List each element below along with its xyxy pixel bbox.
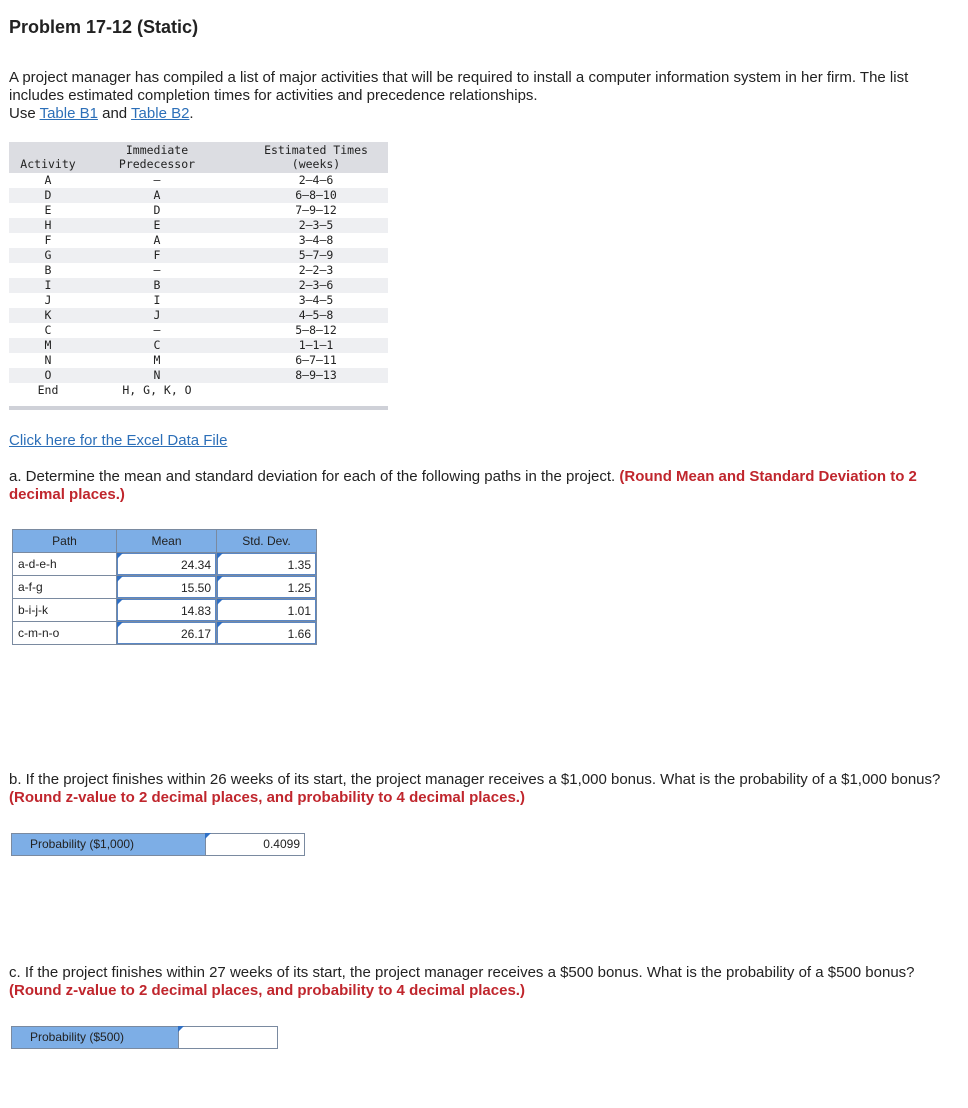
activity-cell: N — [44, 353, 52, 367]
path-row — [13, 599, 317, 622]
predecessor-cell: — — [153, 263, 161, 277]
probability-1000-label: Probability ($1,000) — [11, 833, 206, 856]
predecessor-cell: J — [153, 308, 161, 322]
activity-row — [9, 278, 388, 293]
activity-row — [9, 293, 388, 308]
period-text: . — [189, 105, 194, 122]
predecessor-cell: H, G, K, O — [122, 383, 192, 397]
activity-cell: F — [44, 233, 52, 247]
probability-500-label: Probability ($500) — [11, 1026, 179, 1049]
predecessor-cell: A — [153, 233, 161, 247]
part-a-question — [9, 468, 954, 504]
predecessor-cell: A — [153, 188, 161, 202]
table-b2-link[interactable]: Table B2 — [131, 105, 190, 122]
mean-input[interactable]: 14.83 — [117, 599, 216, 621]
probability-1000-input[interactable]: 0.4099 — [206, 833, 305, 856]
activity-table — [9, 142, 388, 410]
predecessor-cell: I — [153, 293, 161, 307]
predecessor-cell: D — [153, 203, 161, 217]
times-cell: 2–3–6 — [298, 278, 334, 292]
mean-input[interactable]: 15.50 — [117, 576, 216, 598]
predecessor-cell: N — [153, 368, 161, 382]
activity-row — [9, 323, 388, 338]
path-name: c-m-n-o — [13, 622, 117, 645]
std-dev-input[interactable]: 1.66 — [217, 622, 316, 644]
path-table — [12, 529, 317, 645]
mean-input[interactable]: 26.17 — [117, 622, 216, 644]
path-row — [13, 576, 317, 599]
table-bottom-rule — [9, 406, 388, 410]
path-row — [13, 622, 317, 645]
times-cell: 2–3–5 — [298, 218, 334, 232]
activity-cell: G — [44, 248, 52, 262]
header-mean: Mean — [117, 530, 217, 553]
part-c-instruction: (Round z-value to 2 decimal places, and probability to 4 decimal places.) — [9, 982, 525, 999]
times-cell: 5–7–9 — [298, 248, 334, 262]
activity-row — [9, 308, 388, 323]
part-c-text: c. If the project finishes within 27 weeks of its start, the project manager receives a $500 bonus. What is the probability of a $500 bonus? — [9, 964, 915, 981]
predecessor-cell: M — [153, 353, 161, 367]
activity-row — [9, 233, 388, 248]
activity-row — [9, 173, 388, 188]
activity-row — [9, 218, 388, 233]
times-cell: 5–8–12 — [295, 323, 337, 337]
predecessor-cell: F — [153, 248, 161, 262]
times-cell: 3–4–8 — [298, 233, 334, 247]
activity-cell: C — [44, 323, 52, 337]
header-activity: Activity — [20, 157, 76, 171]
header-times-line1: Estimated Times — [264, 143, 368, 157]
activity-cell: E — [44, 203, 52, 217]
activity-row — [9, 353, 388, 368]
path-name: b-i-j-k — [13, 599, 117, 622]
std-dev-input[interactable]: 1.35 — [217, 553, 316, 575]
header-std-dev: Std. Dev. — [217, 530, 317, 553]
mean-input[interactable]: 24.34 — [117, 553, 216, 575]
mean-input-cell — [117, 599, 217, 622]
table-b1-link[interactable]: Table B1 — [39, 105, 98, 122]
times-cell: 1–1–1 — [298, 338, 334, 352]
times-cell: 6–8–10 — [295, 188, 337, 202]
activity-cell: D — [44, 188, 52, 202]
intro-paragraph — [9, 69, 944, 123]
part-b-question — [9, 771, 954, 807]
times-cell: 8–9–13 — [295, 368, 337, 382]
std-dev-input[interactable]: 1.25 — [217, 576, 316, 598]
activity-row — [9, 368, 388, 383]
path-name: a-d-e-h — [13, 553, 117, 576]
activity-cell: M — [44, 338, 52, 352]
probability-500-input[interactable] — [179, 1026, 278, 1049]
activity-row — [9, 248, 388, 263]
predecessor-cell: — — [153, 323, 161, 337]
header-predecessor-line1: Immediate — [125, 143, 189, 157]
probability-500-row — [11, 1026, 278, 1049]
activity-row — [9, 188, 388, 203]
problem-title: Problem 17-12 (Static) — [9, 17, 199, 37]
part-b-instruction: (Round z-value to 2 decimal places, and probability to 4 decimal places.) — [9, 789, 525, 806]
activity-table-header — [9, 142, 388, 173]
times-cell: 6–7–11 — [295, 353, 337, 367]
mean-input-cell — [117, 622, 217, 645]
and-text: and — [97, 105, 132, 122]
times-cell: 2–2–3 — [298, 263, 334, 277]
activity-row — [9, 203, 388, 218]
predecessor-cell: C — [153, 338, 161, 352]
header-times-line2: (weeks) — [291, 157, 341, 171]
probability-1000-row — [11, 833, 305, 856]
part-b-text: b. If the project finishes within 26 weeks of its start, the project manager receives a $1,000 bonus. What is the probability of a $1,000 bonus? — [9, 771, 941, 788]
times-cell: 2–4–6 — [298, 173, 334, 187]
times-cell: 4–5–8 — [298, 308, 334, 322]
std-dev-input[interactable]: 1.01 — [217, 599, 316, 621]
use-prefix: Use — [9, 105, 40, 122]
part-a-text: a. Determine the mean and standard deviation for each of the following paths in the project. — [9, 468, 620, 485]
times-cell: 3–4–5 — [298, 293, 334, 307]
path-row — [13, 553, 317, 576]
activity-cell: O — [44, 368, 52, 382]
part-a-instruction: (Round Mean and Standard Deviation to 2 decimal places.) — [9, 468, 917, 503]
std-dev-input-cell — [217, 622, 317, 645]
header-path: Path — [13, 530, 117, 553]
activity-cell: End — [37, 383, 59, 397]
predecessor-cell: B — [153, 278, 161, 292]
mean-input-cell — [117, 576, 217, 599]
activity-cell: K — [44, 308, 52, 322]
activity-row — [9, 263, 388, 278]
activity-row — [9, 338, 388, 353]
times-cell: 7–9–12 — [295, 203, 337, 217]
predecessor-cell: — — [153, 173, 161, 187]
std-dev-input-cell — [217, 553, 317, 576]
activity-row — [9, 383, 388, 398]
intro-text: A project manager has compiled a list of major activities that will be required to install a computer information system in her firm. The list includes estimated completion times for activities and precedence relationships. — [9, 69, 909, 104]
activity-cell: H — [44, 218, 52, 232]
activity-cell: A — [44, 173, 52, 187]
header-predecessor-line2: Predecessor — [118, 157, 196, 171]
activity-cell: B — [44, 263, 52, 277]
activity-cell: J — [44, 293, 52, 307]
std-dev-input-cell — [217, 576, 317, 599]
std-dev-input-cell — [217, 599, 317, 622]
path-name: a-f-g — [13, 576, 117, 599]
predecessor-cell: E — [153, 218, 161, 232]
activity-cell: I — [44, 278, 52, 292]
part-c-question — [9, 964, 954, 1000]
excel-data-link[interactable]: Click here for the Excel Data File — [9, 432, 228, 449]
mean-input-cell — [117, 553, 217, 576]
